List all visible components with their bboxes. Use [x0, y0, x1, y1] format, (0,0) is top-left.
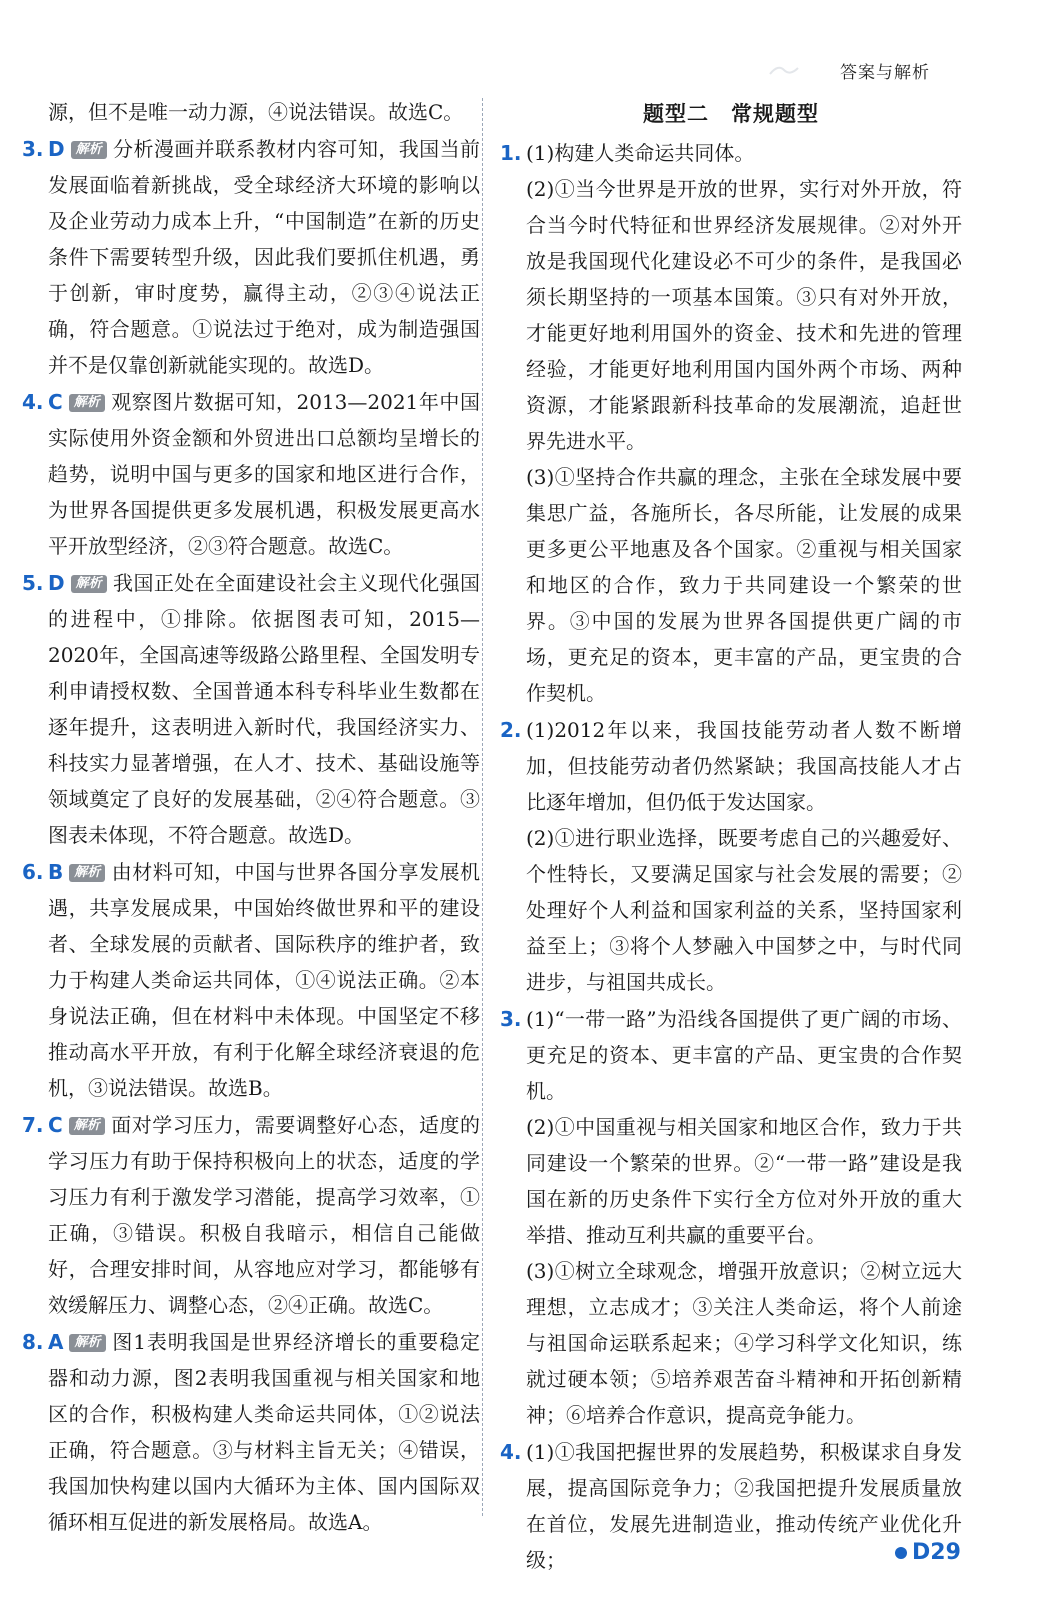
- decoration-icon: [768, 62, 800, 78]
- answer-item: [500, 712, 962, 1000]
- page-number: D29: [912, 1540, 961, 1565]
- answer-part: (2)①中国重视与相关国家和地区合作，致力于共同建设一个繁荣的世界。②“一带一路”建设是我国在新的历史条件下实行全方位对外开放的重大举措、推动互利共赢的重要平台。: [526, 1115, 962, 1247]
- question-number: 4.: [22, 390, 44, 414]
- answer-item: [22, 1107, 480, 1323]
- answer-letter: D: [48, 571, 65, 595]
- answer-item: [22, 565, 480, 853]
- answer-item: [22, 1324, 480, 1540]
- answer-letter: D: [48, 137, 65, 161]
- analysis-text: 由材料可知，中国与世界各国分享发展机遇，共享发展成果，中国始终做世界和平的建设者、全球发展的贡献者、国际秩序的维护者，致力于构建人类命运共同体，①④说法正确。②本身说法正确，但在材料中未体现。中国坚定不移推动高水平开放，有利于化解全球经济衰退的危机，③说法错误。故选B。: [48, 860, 480, 1100]
- answer-letter: C: [48, 1113, 63, 1137]
- analysis-tag: 解析: [71, 575, 107, 593]
- analysis-tag: 解析: [69, 1117, 105, 1135]
- answer-part: (3)①树立全球观念，增强开放意识；②树立远大理想，立志成才；③关注人类命运，将个人前途与祖国命运联系起来；④学习科学文化知识，练就过硬本领；⑤培养艰苦奋斗精神和开拓创新精神；⑥培养合作意识，提高竞争能力。: [526, 1259, 962, 1427]
- answer-part: (2)①当今世界是开放的世界，实行对外开放，符合当今时代特征和世界经济发展规律。②对外开放是我国现代化建设必不可少的条件，是我国必须长期坚持的一项基本国策。③只有对外开放，才能更好地利用国外的资金、技术和先进的管理经验，才能更好地利用国内国外两个市场、两种资源，才能紧跟新科技革命的发展潮流，追赶世界先进水平。: [526, 177, 962, 453]
- answer-item: [22, 854, 480, 1106]
- analysis-tag: 解析: [71, 141, 107, 159]
- page-marker-icon: [894, 1546, 908, 1560]
- question-number: 7.: [22, 1113, 44, 1137]
- column-divider: [482, 98, 483, 1516]
- answer-item: [500, 1001, 962, 1433]
- question-number: 4.: [500, 1440, 522, 1464]
- question-number: 2.: [500, 718, 522, 742]
- answer-part: (1)“一带一路”为沿线各国提供了更广阔的市场、更充足的资本、更丰富的产品、更宝贵的合作契机。: [526, 1007, 962, 1103]
- answer-part: (1)构建人类命运共同体。: [526, 141, 755, 165]
- question-number: 8.: [22, 1330, 44, 1354]
- right-column: [500, 94, 962, 1578]
- answer-part: (1)2012年以来，我国技能劳动者人数不断增加，但技能劳动者仍然紧缺；我国高技能人才占比逐年增加，但仍低于发达国家。: [526, 718, 962, 814]
- answer-part: (3)①坚持合作共赢的理念，主张在全球发展中要集思广益，各施所长，各尽所能，让发展的成果更多更公平地惠及各个国家。②重视与相关国家和地区的合作，致力于共同建设一个繁荣的世界。③中国的发展为世界各国提供更广阔的市场，更充足的资本，更丰富的产品，更宝贵的合作契机。: [526, 465, 962, 705]
- answer-letter: B: [48, 860, 64, 884]
- question-number: 5.: [22, 571, 44, 595]
- answer-item: [22, 131, 480, 383]
- answer-letter: C: [48, 390, 63, 414]
- answer-part: (1)①我国把握世界的发展趋势，积极谋求自身发展，提高国际竞争力；②我国把提升发展质量放在首位，发展先进制造业，推动传统产业优化升级；: [526, 1440, 962, 1572]
- question-number: 3.: [500, 1007, 522, 1031]
- question-number: 1.: [500, 141, 522, 165]
- page-header: [0, 0, 1050, 92]
- analysis-text: 面对学习压力，需要调整好心态，适度的学习压力有助于保持积极向上的状态，适度的学习压力有利于激发学习潜能，提高学习效率，①正确，③错误。积极自我暗示，相信自己能做好，合理安排时间，从容地应对学习，都能够有效缓解压力、调整心态，②④正确。故选C。: [48, 1113, 480, 1317]
- analysis-tag: 解析: [69, 864, 105, 882]
- analysis-text: 分析漫画并联系教材内容可知，我国当前发展面临着新挑战，受全球经济大环境的影响以及企业劳动力成本上升，“中国制造”在新的历史条件下需要转型升级，因此我们要抓住机遇，勇于创新，审时度势，赢得主动，②③④说法正确，符合题意。①说法过于绝对，成为制造强国并不是仅靠创新就能实现的。故选D。: [48, 137, 480, 377]
- answer-letter: A: [48, 1330, 64, 1354]
- answer-item: [22, 384, 480, 564]
- header-title: 答案与解析: [840, 63, 930, 83]
- answer-item: [500, 1434, 962, 1578]
- continuation-text: 源，但不是唯一动力源，④说法错误。故选C。: [48, 100, 464, 124]
- section-title: 题型二 常规题型: [643, 102, 819, 126]
- left-column: [22, 94, 480, 1540]
- analysis-text: 我国正处在全面建设社会主义现代化强国的进程中，①排除。依据图表可知，2015—2020年，全国高速等级路公路里程、全国发明专利申请授权数、全国普通本科专科毕业生数都在逐年提升，这表明进入新时代，我国经济实力、科技实力显著增强，在人才、技术、基础设施等领域奠定了良好的发展基础，②④符合题意。③图表未体现，不符合题意。故选D。: [48, 571, 480, 847]
- question-number: 6.: [22, 860, 44, 884]
- answer-part: (2)①进行职业选择，既要考虑自己的兴趣爱好、个性特长，又要满足国家与社会发展的需要；②处理好个人利益和国家利益的关系，坚持国家利益至上；③将个人梦融入中国梦之中，与时代同进步，与祖国共成长。: [526, 826, 962, 994]
- analysis-tag: 解析: [69, 394, 105, 412]
- question-number: 3.: [22, 137, 44, 161]
- analysis-text: 观察图片数据可知，2013—2021年中国实际使用外资金额和外贸进出口总额均呈增长的趋势，说明中国与更多的国家和地区进行合作，为世界各国提供更多发展机遇，积极发展更高水平开放型经济，②③符合题意。故选C。: [48, 390, 480, 558]
- analysis-text: 图1表明我国是世界经济增长的重要稳定器和动力源，图2表明我国重视与相关国家和地区的合作，积极构建人类命运共同体，①②说法正确，符合题意。③与材料主旨无关；④错误，我国加快构建以国内大循环为主体、国内国际双循环相互促进的新发展格局。故选A。: [48, 1330, 480, 1534]
- analysis-tag: 解析: [69, 1334, 105, 1352]
- answer-item: [500, 135, 962, 711]
